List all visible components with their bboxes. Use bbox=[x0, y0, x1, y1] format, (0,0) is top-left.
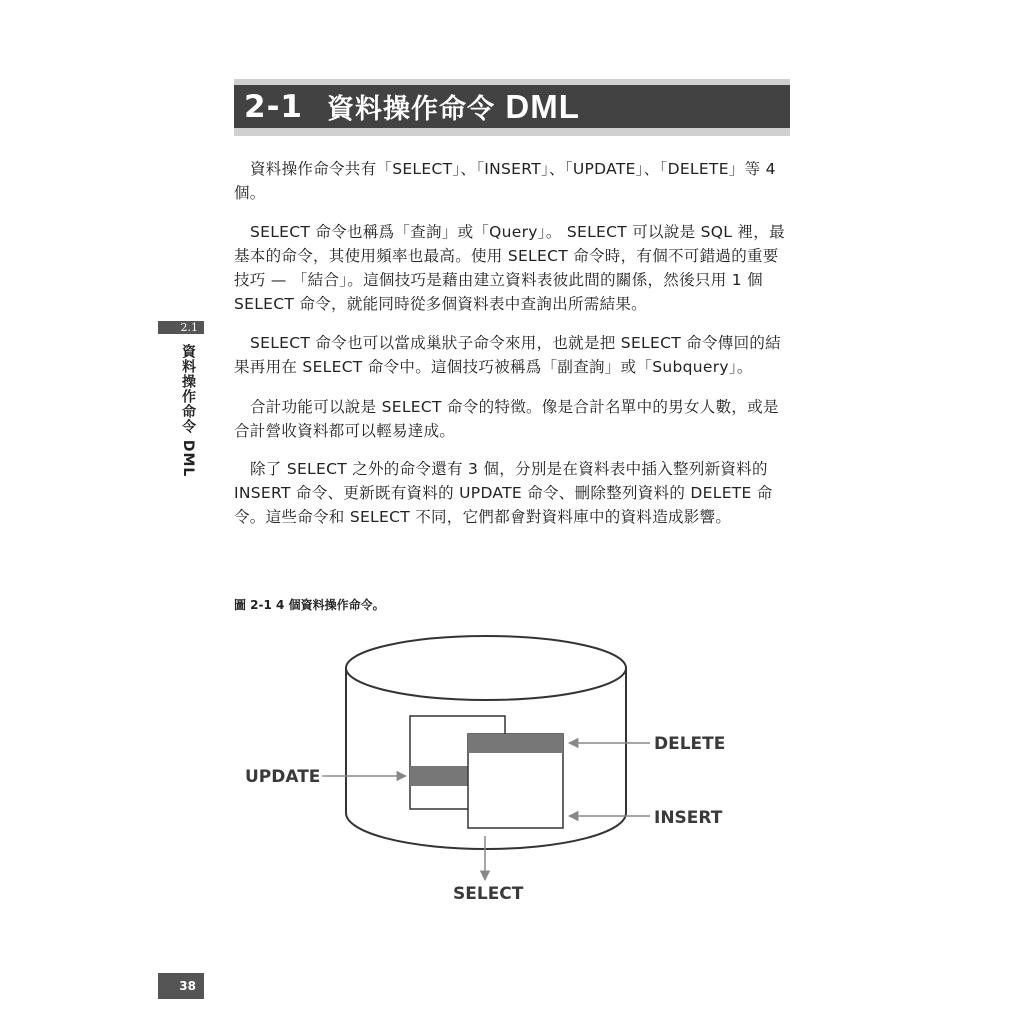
paragraph-3: SELECT 命令也可以當成巢狀子命令來用，也就是把 SELECT 命令傳回的結果再用在 SELECT 命令中。這個技巧被稱爲「副查詢」或「Subquery」。 bbox=[234, 334, 781, 376]
insert-label: INSERT bbox=[654, 808, 723, 828]
section-number: 2-1 bbox=[244, 88, 304, 125]
section-title-suffix: DML bbox=[505, 88, 580, 125]
select-label: SELECT bbox=[453, 884, 524, 904]
inserted-row-highlight bbox=[468, 734, 563, 753]
section-title-bar bbox=[234, 79, 790, 136]
section-title-main: 資料操作命令 bbox=[327, 94, 496, 125]
section-title bbox=[234, 85, 790, 128]
database-cylinder-top bbox=[346, 636, 626, 700]
section-title-text bbox=[327, 87, 580, 126]
paragraph-1: 資料操作命令共有「SELECT」、「INSERT」、「UPDATE」、「DELETE」等 4 個。 bbox=[234, 160, 776, 202]
paragraph-5: 除了 SELECT 之外的命令還有 3 個，分別是在資料表中插入整列新資料的 INSERT 命令、更新既有資料的 UPDATE 命令、刪除整列資料的 DELETE 命令。這些命令和 SELECT 不同，它們都會對資料庫中的資料造成影響。 bbox=[234, 460, 773, 526]
side-tab-label: 資料操作命令 DML bbox=[180, 344, 196, 478]
page-number: 38 bbox=[158, 973, 204, 999]
updated-row-highlight bbox=[410, 766, 468, 786]
figure-caption: 圖 2-1 4 個資料操作命令。 bbox=[234, 598, 385, 612]
dml-diagram bbox=[238, 630, 726, 910]
update-label: UPDATE bbox=[245, 767, 321, 787]
delete-label: DELETE bbox=[654, 734, 726, 754]
paragraph-2: SELECT 命令也稱爲「查詢」或「Query」。 SELECT 可以說是 SQL 裡，最基本的命令，其使用頻率也最高。使用 SELECT 命令時，有個不可錯過的重要技巧 — 「結合」。這個技巧是藉由建立資料表彼此間的關係，然後只用 1 個 SELECT 命令，就能同時從多個資料表中查詢出所需結果。 bbox=[234, 223, 785, 313]
side-tab-number: 2.1 bbox=[158, 321, 204, 334]
paragraph-4: 合計功能可以說是 SELECT 命令的特徵。像是合計名單中的男女人數，或是合計營收資料都可以輕易達成。 bbox=[234, 398, 779, 440]
